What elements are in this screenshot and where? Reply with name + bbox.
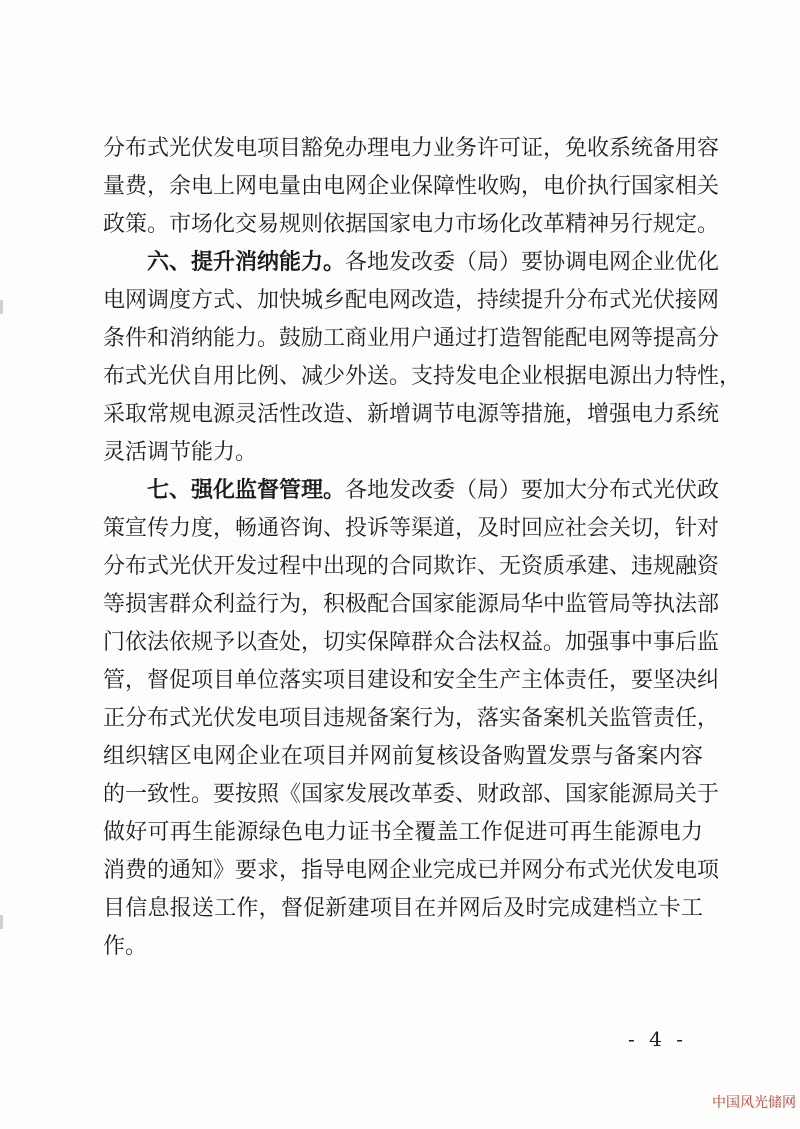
text-line: 分布式光伏发电项目豁免办理电力业务许可证，免收系统备用容: [103, 136, 720, 161]
paragraph-section-six: [103, 244, 742, 472]
text-line: 的一致性。要按照《国家发展改革委、财政部、国家能源局关于: [103, 782, 720, 807]
text-line: 电网调度方式、加快城乡配电网改造，持续提升分布式光伏接网: [103, 288, 720, 313]
text-line: 组织辖区电网企业在项目并网前复核设备购置发票与备案内容: [103, 744, 703, 769]
text-line: 管，督促项目单位落实项目建设和安全生产主体责任，要坚决纠: [103, 668, 720, 693]
text-line: [103, 472, 720, 510]
section-heading: 七、强化监督管理。: [147, 478, 346, 503]
text-run: 各地发改委（局）要加大分布式光伏政: [345, 478, 720, 503]
text-line: 做好可再生能源绿色电力证书全覆盖工作促进可再生能源电力: [103, 820, 703, 845]
text-line: 消费的通知》要求，指导电网企业完成已并网分布式光伏发电项: [103, 858, 720, 883]
site-watermark: 中国风光储网: [712, 1095, 796, 1111]
paragraph-continuation: [103, 130, 720, 244]
text-line: [103, 244, 720, 282]
scan-edge-mark: [0, 915, 3, 929]
text-line: 目信息报送工作，督促新建项目在并网后及时完成建档立卡工: [103, 896, 703, 921]
text-line: 量费，余电上网电量由电网企业保障性收购，电价执行国家相关: [103, 174, 720, 199]
text-line: 灵活调节能力。: [103, 440, 258, 465]
text-line: 政策。市场化交易规则依据国家电力市场化改革精神另行规定。: [103, 212, 720, 237]
text-line: 条件和消纳能力。鼓励工商业用户通过打造智能配电网等提高分: [103, 326, 720, 351]
text-run: 各地发改委（局）要协调电网企业优化: [345, 250, 720, 275]
text-line: 策宣传力度，畅通咨询、投诉等渠道，及时回应社会关切，针对: [103, 516, 720, 541]
paragraph-section-seven: [103, 472, 720, 966]
scan-edge-mark: [0, 300, 3, 314]
text-line: 布式光伏自用比例、减少外送。支持发电企业根据电源出力特性，: [103, 364, 742, 389]
document-body: [103, 130, 742, 966]
text-line: 作。: [103, 934, 148, 959]
text-line: 门依法依规予以查处，切实保障群众合法权益。加强事中事后监: [103, 630, 720, 655]
text-line: 等损害群众利益行为，积极配合国家能源局华中监管局等执法部: [103, 592, 720, 617]
section-heading: 六、提升消纳能力。: [147, 250, 346, 275]
text-line: 分布式光伏开发过程中出现的合同欺诈、无资质承建、违规融资: [103, 554, 720, 579]
text-line: 正分布式光伏发电项目违规备案行为，落实备案机关监管责任，: [103, 706, 720, 731]
page-number: - 4 -: [628, 1027, 687, 1051]
text-line: 采取常规电源灵活性改造、新增调节电源等措施，增强电力系统: [103, 402, 720, 427]
